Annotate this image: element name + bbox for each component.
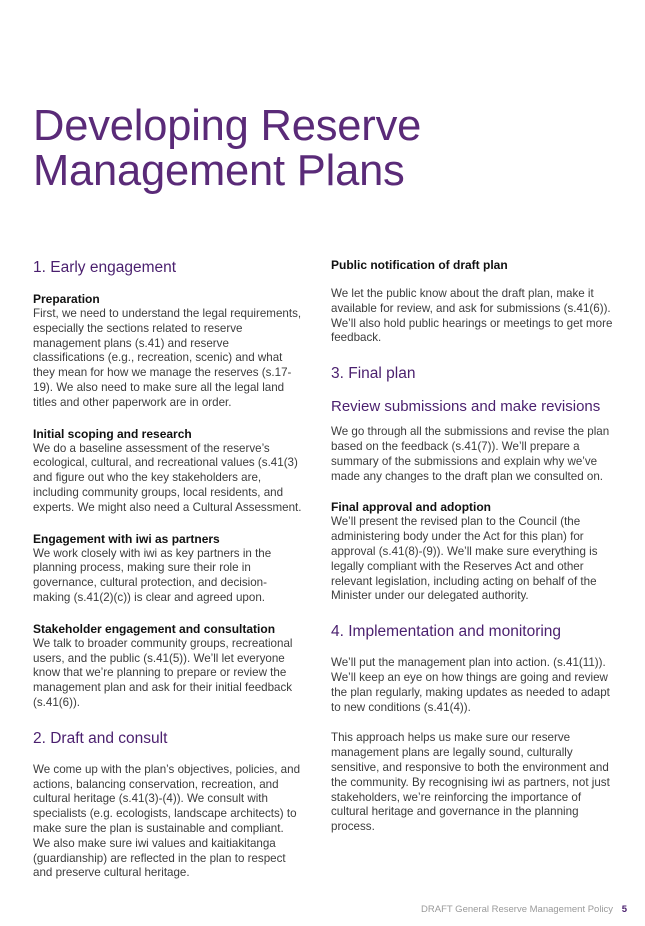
subheading-public-notification: Public notification of draft plan	[331, 258, 508, 272]
page-title: Developing Reserve Management Plans	[33, 102, 422, 195]
page-footer	[421, 904, 627, 915]
subheading-stakeholder-engagement: Stakeholder engagement and consultation	[33, 621, 276, 636]
subheading-initial-scoping: Initial scoping and research	[33, 426, 192, 441]
paragraph-review-submissions: We go through all the submissions and revise the plan based on the feedback (s.41(7)). We’ll prepare a summary of the submissions and explain why we’ve made any changes to the draft plan we consulted on.	[331, 425, 610, 483]
paragraph-initial-scoping: We do a baseline assessment of the reserve’s ecological, cultural, and recreational values (s.41(3) and figure out who the key stakeholders are, including community groups, local residents, and experts. We might also need a Cultural Assessment.	[33, 441, 302, 514]
paragraph-stakeholder-engagement: We talk to broader community groups, recreational users, and the public (s.41(5)). We’ll let everyone know that we’re planning to prepare or review the management plan and ask for their initial feedback (s.41(6)).	[33, 636, 293, 709]
section-heading-draft-consult: 2. Draft and consult	[33, 729, 168, 747]
paragraph-public-notification: We let the public know about the draft plan, make it available for review, and ask for submissions (s.41(6)). We’ll also hold public hearings or meetings to get more feedback.	[331, 287, 613, 345]
paragraph-closing: This approach helps us make sure our reserve management plans are legally sound, culturally sensitive, and responsive to both the environment and the community. By recognising iwi as partners, not just stakeholders, we’re reinforcing the importance of cultural heritage and governance in the planning process.	[331, 731, 610, 834]
subheading-preparation: Preparation	[33, 292, 100, 306]
paragraph-preparation: First, we need to understand the legal requirements, especially the sections related to reserve management plans (s.41) and reserve classifications (e.g., recreation, scenic) and what they mean for how we manage the reserves (s.17-19). We also need to make sure all the legal land titles and other paperwork are in order.	[33, 307, 302, 409]
paragraph-implementation: We’ll put the management plan into action. (s.41(11)). We’ll keep an eye on how things are going and review the plan regularly, making updates as needed to adapt to new conditions (s.41(4)).	[331, 656, 610, 714]
paragraph-iwi-engagement: We work closely with iwi as key partners in the planning process, making sure their role in governance, cultural protection, and decision-making (s.41(2)(c)) is clear and agreed upon.	[33, 546, 272, 604]
section-heading-early-engagement: 1. Early engagement	[33, 259, 177, 276]
left-column	[33, 258, 303, 897]
subheading-iwi-engagement: Engagement with iwi as partners	[33, 531, 220, 546]
subheading-final-approval: Final approval and adoption	[331, 500, 492, 515]
paragraph-draft-consult: We come up with the plan’s objectives, policies, and actions, balancing conservation, recreation, and cultural heritage (s.41(3)-(4)). We consult with specialists (e.g. ecologists, landscape architects) to make sure the plan is sustainable and compliant. We also make sure iwi values and kaitiakitanga (guardianship) are reflected in the plan to respect and preserve cultural heritage.	[33, 762, 301, 880]
footer-document-title: DRAFT General Reserve Management Policy	[421, 904, 614, 915]
subheading-review-submissions: Review submissions and make revisions	[331, 398, 601, 416]
section-heading-implementation: 4. Implementation and monitoring	[331, 623, 562, 641]
page-number: 5	[621, 904, 627, 915]
paragraph-final-approval: We’ll present the revised plan to the Council (the administering body under the Act for this plan) for approval (s.41(8)-(9)). We’ll make sure everything is legally compliant with the Reserves Act and other relevant legislation, including acting on behalf of the Minister under our delegated authority.	[331, 515, 598, 603]
section-heading-final-plan: 3. Final plan	[331, 365, 416, 383]
right-column	[331, 258, 616, 851]
